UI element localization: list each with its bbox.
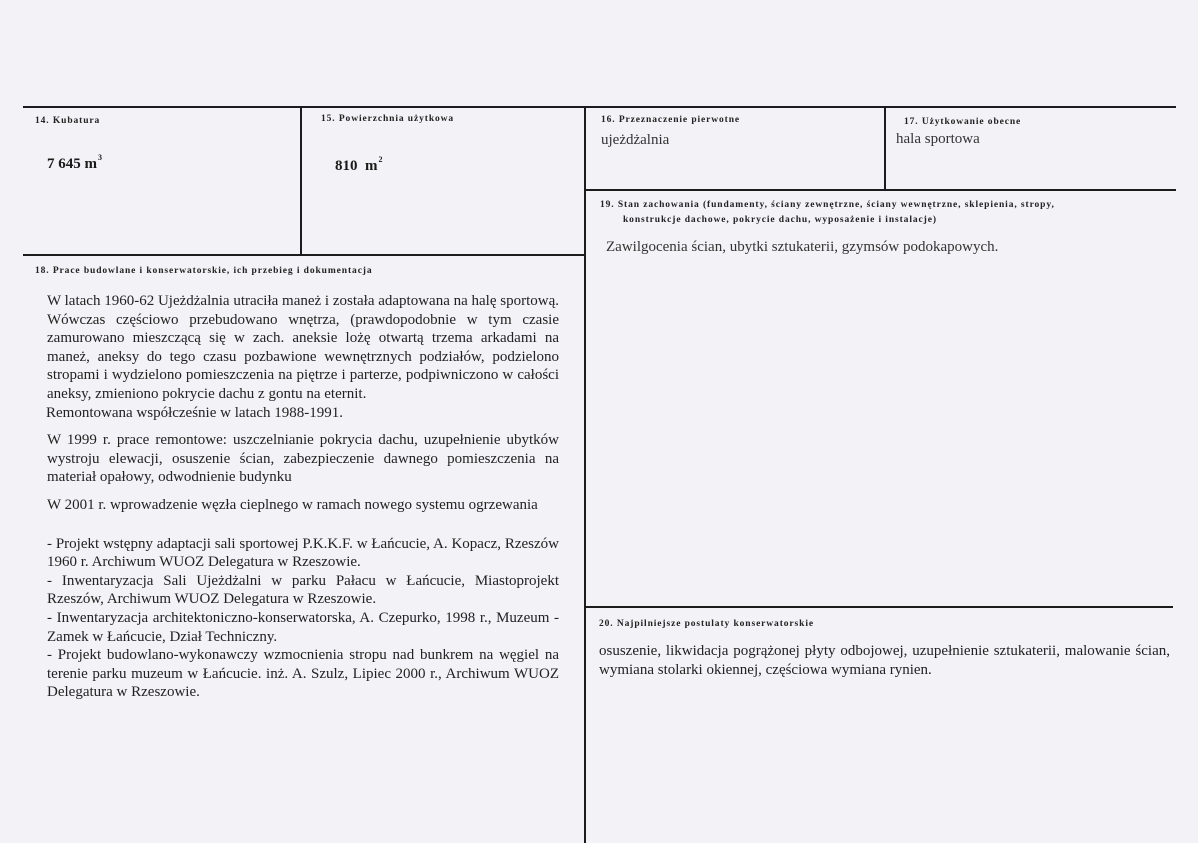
field-18-body: [47, 292, 559, 702]
field-18-label: 18. Prace budowlane i konserwatorskie, ich przebieg i dokumentacja: [35, 266, 373, 276]
area-unit-exponent: 2: [378, 155, 383, 164]
field-15-value: [335, 155, 383, 175]
field-19-label-line2: konstrukcje dachowe, pokrycie dachu, wyposażenie i instalacje): [623, 215, 937, 225]
col-divider-16-17: [884, 106, 886, 190]
field-16-label: 16. Przeznaczenie pierwotne: [601, 115, 741, 125]
field-18-paragraph-1: W latach 1960-62 Ujeżdżalnia utraciła maneż i została adaptowana na halę sportową. Wówczas częściowo przebudowano wnętrza, (prawdopodobnie w tym czasie zamurowano mieszczącą się w zach. aneksie lożę otwartą trzema arkadami na maneż, aneksy do tego czasu pozbawione wewnętrznych podziałów, podzielono stropami i wydzielono pomieszczenia na piętrze i parterze, podpiwniczono w całości aneksy, zmieniono pokrycie dachu z gontu na eternit.: [47, 293, 559, 402]
top-rule: [23, 106, 1176, 108]
field-17-value: hala sportowa: [896, 131, 980, 147]
field-18-paragraph-4: W 2001 r. wprowadzenie węzła cieplnego w ramach nowego systemu ogrzewania: [47, 496, 538, 513]
field-18-paragraph-2: Remontowana współcześnie w latach 1988-1991.: [46, 404, 344, 421]
main-col-divider: [584, 106, 586, 843]
row-rule-19: [584, 189, 1176, 191]
volume-unit-exponent: 3: [98, 153, 102, 162]
field-18-paragraph-3: W 1999 r. prace remontowe: uszczelnianie pokrycia dachu, uzupełnienie ubytków wystroju elewacji, osuszenie ścian, zabezpieczenie dawnego pomieszczenia na materiał opałowy, odwodnienie budynku: [47, 432, 559, 486]
field-20-label: 20. Najpilniejsze postulaty konserwatorskie: [599, 619, 814, 629]
field-14-label: 14. Kubatura: [35, 116, 101, 126]
field-14-value: [47, 153, 102, 173]
field-19-label-line1: 19. Stan zachowania (fundamenty, ściany zewnętrzne, ściany wewnętrzne, sklepienia, stropy,: [600, 200, 1055, 210]
field-19-value: Zawilgocenia ścian, ubytki sztukaterii, gzymsów podokapowych.: [606, 239, 999, 255]
row-rule-20: [584, 606, 1173, 608]
row-rule-18: [23, 254, 585, 256]
area-value: 810 m: [335, 158, 378, 174]
field-20-value: osuszenie, likwidacja pogrążonej płyty odbojowej, uzupełnienie sztukaterii, malowanie ścian, wymiana stolarki okiennej, częściowa wymiana rynien.: [599, 643, 1170, 678]
col-divider-14-15: [300, 106, 302, 254]
field-18-reference: - Inwentaryzacja architektoniczno-konserwatorska, A. Czepurko, 1998 r., Muzeum - Zamek w Łańcucie, Dział Techniczny.: [47, 609, 559, 645]
field-18-reference: - Projekt wstępny adaptacji sali sportowej P.K.K.F. w Łańcucie, A. Kopacz, Rzeszów 1960 r. Archiwum WUOZ Delegatura w Rzeszowie.: [47, 535, 559, 571]
field-17-label: 17. Użytkowanie obecne: [904, 117, 1022, 127]
field-18-reference: - Projekt budowlano-wykonawczy wzmocnienia stropu nad bunkrem na węgiel na terenie parku muzeum w Łańcucie. inż. A. Szulz, Lipiec 2000 r., Archiwum WUOZ Delegatura w Rzeszowie.: [47, 647, 559, 701]
field-16-value: ujeżdżalnia: [601, 132, 670, 148]
field-15-label: 15. Powierzchnia użytkowa: [321, 114, 455, 124]
field-18-reference: - Inwentaryzacja Sali Ujeżdżalni w parku Pałacu w Łańcucie, Miastoprojekt Rzeszów, Archiwum WUOZ Delegatura w Rzeszowie.: [47, 572, 559, 608]
field-19-label: [600, 198, 1160, 228]
volume-value: 7 645 m: [47, 156, 97, 172]
